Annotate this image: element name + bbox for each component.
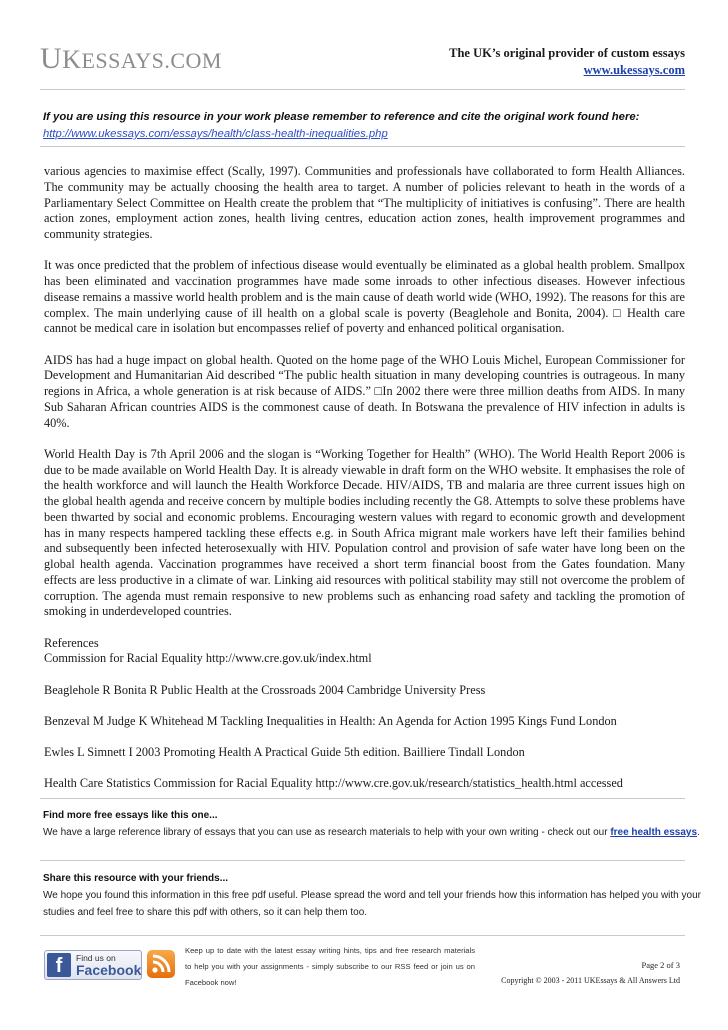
find-more-text: We have a large reference library of essays that you can use as research materials to help with your own writing - check out our xyxy=(43,827,608,838)
website-link[interactable]: www.ukessays.com xyxy=(583,63,685,77)
copyright-notice: Copyright © 2003 - 2011 UKEssays & All Answers Ltd xyxy=(501,976,680,985)
free-health-essays-link[interactable]: free health essays xyxy=(610,827,698,838)
citation-url-link[interactable]: http://www.ukessays.com/essays/health/class-health-inequalities.php xyxy=(43,128,388,140)
body-paragraph: various agencies to maximise effect (Scally, 1997). Communities and professionals have collaborated to form Health Alliances. The community may be actually choosing the health area to target. A number of policies relevant to heath in the words of a Parliamentary Select Committee on Health create the problem that “The multiplicity of initiatives is confusing”. There are health action zones, employment action zones, health living centres, education action zones, health improvement programmes and community strategies. xyxy=(44,164,685,241)
header-divider xyxy=(40,89,685,90)
footer-message xyxy=(185,943,475,991)
citation-notice xyxy=(43,109,688,143)
find-more-title: Find more free essays like this one... xyxy=(43,810,218,821)
facebook-button[interactable] xyxy=(44,950,142,980)
body-paragraph: World Health Day is 7th April 2006 and the slogan is “Working Together for Health” (WHO). The World Health Report 2006 is due to be made available on World Health Day. It is already viewable in draft form on the WHO website. It emphasises the role of the health workforce and will launch the Health Workforce Decade. HIV/AIDS, TB and malaria are three current issues high on the global health agenda and receive concern by multiple bodies including recently the G8. Attempts to solve these problems have been thwarted by social and economic problems. Encouraging western values with regard to economic growth and development has in many respects hampered tackling these effects e.g. in South Africa migrant male workers have left their families behind and subsequently been infected heterosexually with HIV. Population control and provision of safe water have long been on the global health agenda. Vaccination programmes have received a short term financial boost from the Gates foundation. Many effects are less productive in a climate of war. Linking aid resources with political stability may still not overcome the problem of corruption. The agenda must remain responsive to new problems such as enhancing road safety and tackling the promotion of smoking in underdeveloped countries. xyxy=(44,446,685,619)
share-text-line: studies and feel free to share this pdf with others, so it can help them too. xyxy=(43,907,368,918)
body-paragraph: It was once predicted that the problem of infectious disease would eventually be eliminated as a global health problem. Smallpox has been eliminated and vaccination programmes have made some inroads to other infectious diseases. However infectious disease remains a massive world health problem and is the main cause of death world wide (WHO, 1992). The reasons for this are complex. The main underlying cause of ill health on a global scale is poverty (Beaglehole and Bonita, 2004). □ Health care cannot be medical care in isolation but encompasses relief of poverty and enhanced political organisation. xyxy=(44,258,685,336)
find-more-section xyxy=(43,807,700,841)
essay-body xyxy=(44,164,685,808)
footer-message-line: to help you with your assignments - simply subscribe to our RSS feed or join us on xyxy=(185,962,475,971)
facebook-name-label: Facebook xyxy=(76,962,142,978)
citation-message: If you are using this resource in your work please remember to reference and cite the original work found here: xyxy=(43,111,640,123)
reference-item: Commission for Racial Equality http://www.cre.gov.uk/index.html xyxy=(44,651,372,666)
references-section xyxy=(44,636,685,793)
page-number: Page 2 of 3 xyxy=(641,960,680,970)
share-divider xyxy=(40,860,685,861)
share-text-line: We hope you found this information in this free pdf useful. Please spread the word and tell your friends how this information has helped you with your xyxy=(43,890,701,901)
find-more-divider xyxy=(40,798,685,799)
header-tagline xyxy=(449,45,685,79)
page-footer xyxy=(0,940,728,990)
share-section xyxy=(43,870,701,921)
tagline-text: The UK’s original provider of custom essays xyxy=(449,46,685,60)
facebook-icon: f xyxy=(47,953,71,977)
footer-message-line: Keep up to date with the latest essay writing hints, tips and free research materials xyxy=(185,946,475,955)
reference-item: Benzeval M Judge K Whitehead M Tackling Inequalities in Health: An Agenda for Action 1995 Kings Fund London xyxy=(44,713,617,728)
ukessays-logo[interactable]: UKESSAYS.COM xyxy=(40,42,222,75)
body-paragraph: AIDS has had a huge impact on global health. Quoted on the home page of the WHO Louis Michel, European Commissioner for Development and Humanitarian Aid described “The public health situation in many developing countries is outrageous. In many regions in Africa, a whole generation is at risk because of AIDS.” □In 2002 there were three million deaths from AIDS. In many Sub Saharan African countries AIDS is the commonest cause of death. In Botswana the prevalence of HIV infection in adults is 40%. xyxy=(44,352,685,430)
footer-message-line: Facebook now! xyxy=(185,978,237,987)
find-more-period: . xyxy=(697,827,700,838)
reference-item: Health Care Statistics Commission for Racial Equality http://www.cre.gov.uk/research/statistics_health.html accessed xyxy=(44,776,623,791)
reference-item: Ewles L Simnett I 2003 Promoting Health A Practical Guide 5th edition. Bailliere Tindall London xyxy=(44,745,525,759)
page-header xyxy=(0,0,728,90)
notice-divider xyxy=(40,146,685,147)
share-title: Share this resource with your friends... xyxy=(43,873,229,884)
footer-divider xyxy=(40,935,685,936)
reference-item: Beaglehole R Bonita R Public Health at the Crossroads 2004 Cambridge University Press xyxy=(44,682,486,697)
facebook-find-label: Find us on xyxy=(76,953,116,963)
rss-feed-icon[interactable] xyxy=(147,950,175,978)
references-heading: References xyxy=(44,635,99,650)
